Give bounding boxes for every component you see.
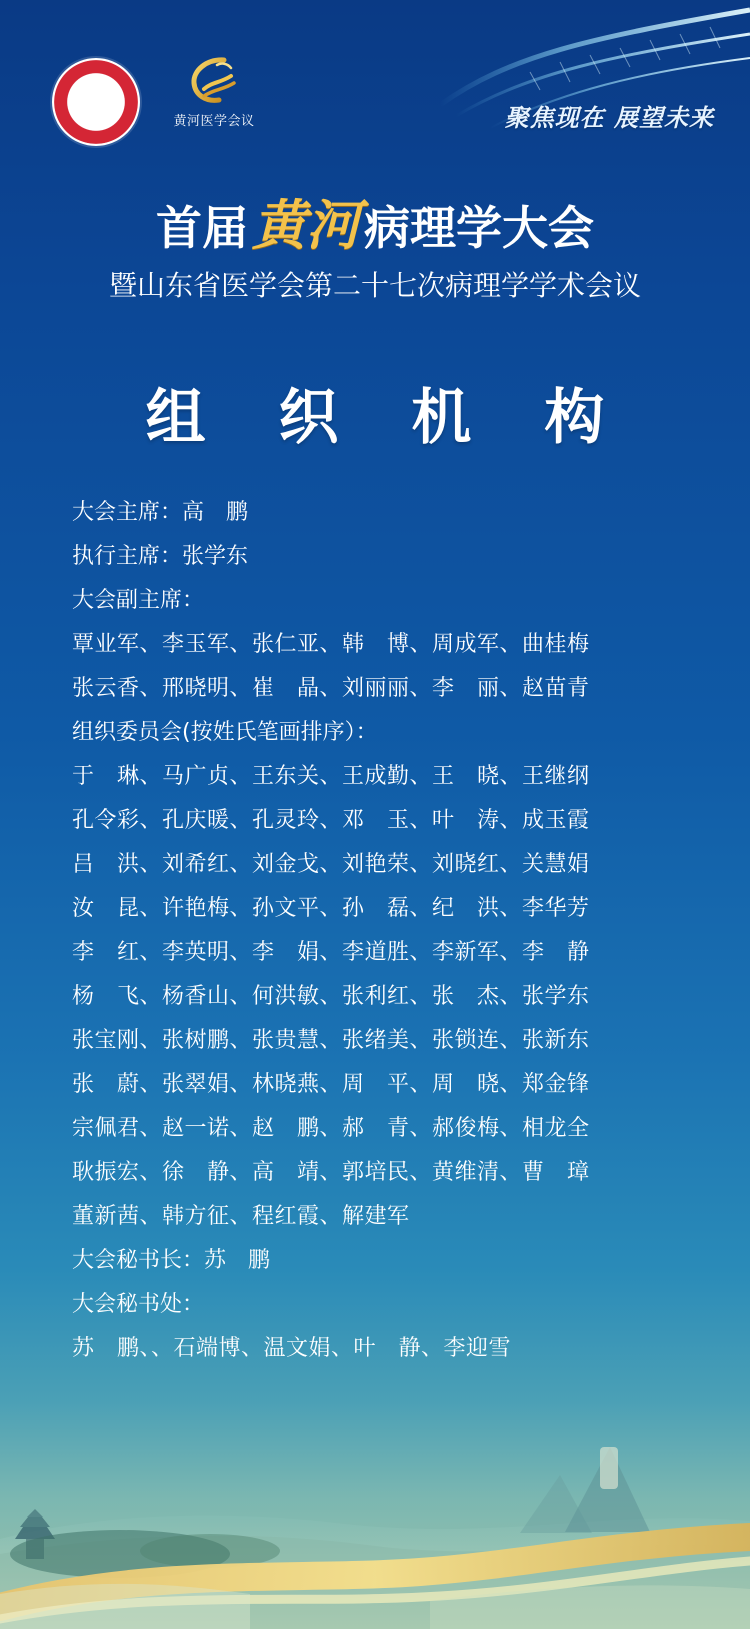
main-title-highlight: 黄河 [252, 193, 360, 257]
committee-line-8: 张 蔚、张翠娟、林晓燕、周 平、周 晓、郑金锋 [72, 1072, 590, 1097]
yellow-river-logo [164, 52, 264, 142]
section-title: 组 织 机 构 [145, 383, 631, 453]
secretariat-members-line: 苏 鹏、、石端博、温文娟、叶 静、李迎雪 [72, 1336, 512, 1361]
landscape-illustration [0, 1349, 750, 1629]
committee-line-9: 宗佩君、赵一诺、赵 鹏、郝 青、郝俊梅、相龙全 [72, 1116, 590, 1141]
yellow-river-mark-icon [184, 52, 244, 112]
secretariat-label: 大会秘书处： [72, 1292, 205, 1317]
vice-chairs-line-2: 张云香、邢晓明、崔 晶、刘丽丽、李 丽、赵苗青 [72, 676, 590, 701]
committee-line-2: 孔令彩、孔庆暖、孔灵玲、邓 玉、叶 涛、成玉霞 [72, 808, 590, 833]
committee-line-3: 吕 洪、刘希红、刘金戈、刘艳荣、刘晓红、关慧娟 [72, 852, 590, 877]
yellow-river-logo-text: 黄河医学会议 [173, 114, 255, 129]
main-title-prefix: 首届 [156, 201, 248, 255]
main-title [0, 195, 750, 258]
society-seal-logo [52, 58, 140, 146]
organization-content [72, 491, 682, 1371]
conference-subtitle: 暨山东省医学会第二十七次病理学学术会议 [108, 269, 641, 302]
vice-chairs-label: 大会副主席： [72, 588, 205, 613]
executive-chair-line: 执行主席：张学东 [72, 544, 249, 569]
committee-line-4: 汝 昆、许艳梅、孙文平、孙 磊、纪 洪、李华芳 [72, 896, 590, 921]
slogan-text: 聚焦现在 展望未来 [504, 104, 714, 132]
main-title-suffix: 病理学大会 [364, 201, 594, 255]
committee-line-1: 于 琳、马广贞、王东关、王成勤、王 晓、王继纲 [72, 764, 590, 789]
title-block [0, 195, 750, 306]
committee-line-5: 李 红、李英明、李 娟、李道胜、李新军、李 静 [72, 940, 590, 965]
committee-label: 组织委员会(按姓氏笔画排序）： [72, 720, 378, 745]
conference-chair-line: 大会主席：高 鹏 [72, 500, 249, 525]
committee-line-10: 耿振宏、徐 静、高 靖、郭培民、黄维清、曹 璋 [72, 1160, 590, 1185]
vice-chairs-line-1: 覃业军、李玉军、张仁亚、韩 博、周成军、曲桂梅 [72, 632, 590, 657]
committee-line-11: 董新茜、韩方征、程红霞、解建军 [72, 1204, 410, 1229]
logo-group [52, 52, 262, 142]
committee-line-7: 张宝刚、张树鹏、张贵慧、张绪美、张锁连、张新东 [72, 1028, 590, 1053]
secretary-general-line: 大会秘书长：苏 鹏 [72, 1248, 271, 1273]
committee-line-6: 杨 飞、杨香山、何洪敏、张利红、张 杰、张学东 [72, 984, 590, 1009]
